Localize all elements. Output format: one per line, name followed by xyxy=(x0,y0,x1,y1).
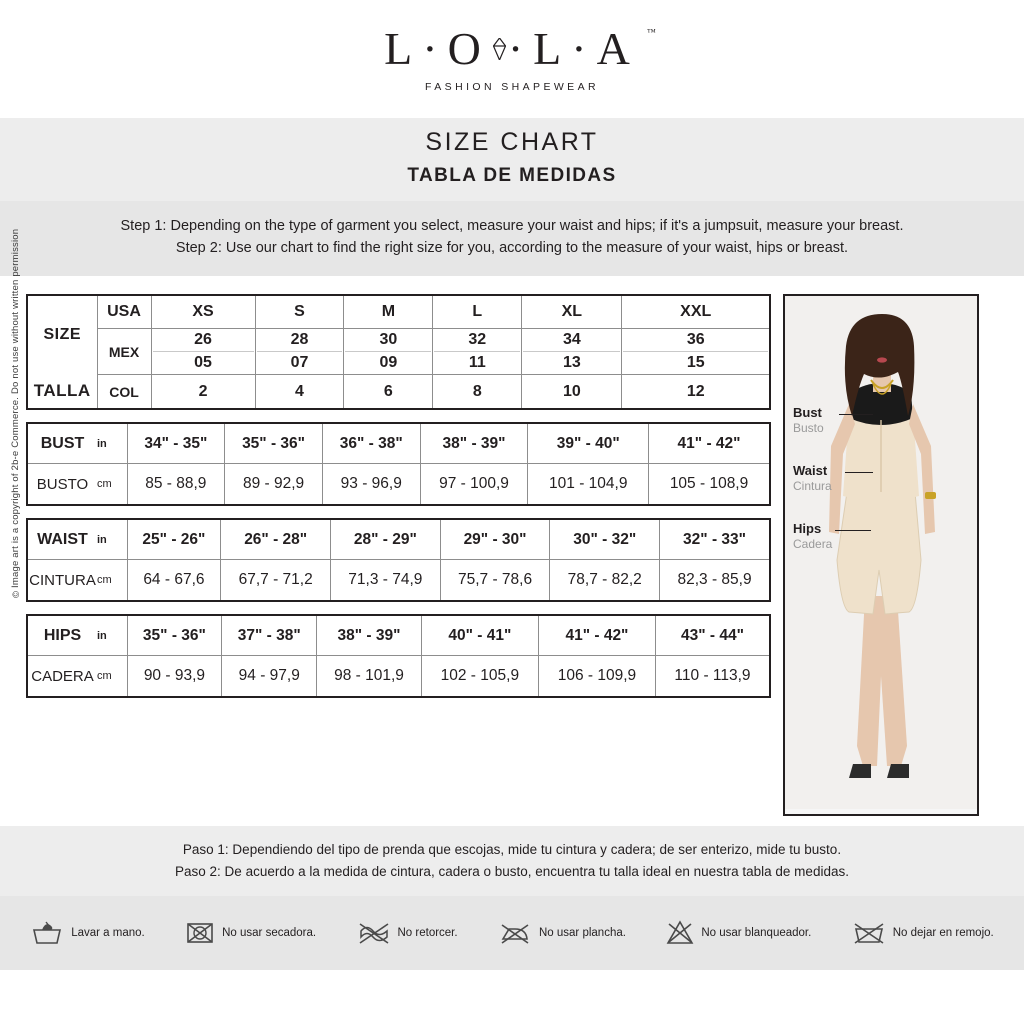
size-label-es: TALLA xyxy=(27,375,97,409)
hips-cm-5: 110 - 113,9 xyxy=(655,656,770,697)
size-table xyxy=(26,294,771,410)
bust-in-0: 34" - 35" xyxy=(127,423,225,464)
system-col: COL xyxy=(97,375,151,409)
bust-in-1: 35" - 36" xyxy=(225,423,323,464)
page-title-es: TABLA DE MEDIDAS xyxy=(407,165,617,186)
size-mex-bot-5: 15 xyxy=(686,354,705,372)
hips-unit-cm: cm xyxy=(97,656,127,697)
size-mex-bot-4: 13 xyxy=(562,354,581,372)
table-row xyxy=(27,615,770,656)
waist-unit-cm: cm xyxy=(97,560,127,601)
care-item-no-tumble-dry xyxy=(185,919,316,947)
size-mex-bot-2: 09 xyxy=(379,354,398,372)
waist-cm-5: 82,3 - 85,9 xyxy=(660,560,770,601)
care-item-no-soak xyxy=(852,920,994,946)
bust-in-4: 39" - 40" xyxy=(528,423,649,464)
bust-cm-0: 85 - 88,9 xyxy=(127,464,225,505)
callout-waist-es: Cintura xyxy=(793,478,832,493)
bust-cm-1: 89 - 92,9 xyxy=(225,464,323,505)
callout-waist xyxy=(793,464,832,494)
table-row xyxy=(27,464,770,505)
copyright-icon: © xyxy=(11,590,22,598)
model-photo xyxy=(783,294,979,816)
size-mex-0 xyxy=(151,329,255,375)
care-label-hand-wash: Lavar a mano. xyxy=(71,927,145,940)
system-usa: USA xyxy=(97,295,151,329)
size-mex-bot-0: 05 xyxy=(194,354,212,372)
care-label-no-wring: No retorcer. xyxy=(397,927,458,940)
brand-letter-o: O xyxy=(447,22,491,74)
care-label-no-iron: No usar plancha. xyxy=(538,927,626,940)
waist-unit-in: in xyxy=(97,519,127,560)
no-wring-icon xyxy=(357,919,391,947)
callout-bust xyxy=(793,406,824,436)
size-mex-top-4: 34 xyxy=(523,330,620,352)
bust-table xyxy=(26,422,771,506)
bust-label-es: BUSTO xyxy=(27,464,97,505)
care-label-no-tumble-dry: No usar secadora. xyxy=(222,927,317,940)
bust-cm-4: 101 - 104,9 xyxy=(528,464,649,505)
hips-cm-4: 106 - 109,9 xyxy=(538,656,655,697)
step-2-es: Paso 2: De acuerdo a la medida de cintura, cadera o busto, encuentra tu talla ideal en nuestra tabla de medidas. xyxy=(175,863,849,879)
copyright-notice xyxy=(10,78,21,598)
no-soak-icon xyxy=(852,920,886,946)
callout-waist-en: Waist xyxy=(793,462,828,478)
hips-cm-2: 98 - 101,9 xyxy=(317,656,422,697)
brand-header xyxy=(0,0,1024,118)
bust-cm-2: 93 - 96,9 xyxy=(322,464,420,505)
bust-cm-3: 97 - 100,9 xyxy=(420,464,528,505)
step-1-en: Step 1: Depending on the type of garment you select, measure your waist and hips; if it's a jumpsuit, measure your breast. xyxy=(120,218,904,234)
bust-label-en: BUST xyxy=(27,423,97,464)
system-mex: MEX xyxy=(97,329,151,375)
no-iron-icon xyxy=(498,920,532,946)
waist-in-2: 28" - 29" xyxy=(331,519,441,560)
hips-in-4: 41" - 42" xyxy=(538,615,655,656)
size-col-4: 10 xyxy=(522,375,622,409)
size-mex-top-1: 28 xyxy=(257,330,343,352)
size-mex-top-5: 36 xyxy=(623,330,768,352)
waist-in-4: 30" - 32" xyxy=(550,519,660,560)
size-col-2: 6 xyxy=(344,375,433,409)
size-mex-3 xyxy=(433,329,522,375)
size-col-5: 12 xyxy=(622,375,770,409)
waist-in-5: 32" - 33" xyxy=(660,519,770,560)
hips-in-2: 38" - 39" xyxy=(317,615,422,656)
instructions-en xyxy=(0,201,1024,276)
brand-wordmark xyxy=(384,22,656,74)
table-row xyxy=(27,560,770,601)
care-label-no-bleach: No usar blanqueador. xyxy=(701,927,812,940)
size-col-1: 4 xyxy=(255,375,344,409)
callout-bust-es: Busto xyxy=(793,420,824,435)
size-label-en: SIZE xyxy=(27,295,97,375)
brand-dot-3: · xyxy=(571,22,597,74)
waist-cm-3: 75,7 - 78,6 xyxy=(440,560,550,601)
size-usa-5: XXL xyxy=(622,295,770,329)
hand-wash-icon xyxy=(30,919,64,947)
size-usa-0: XS xyxy=(151,295,255,329)
bust-cm-5: 105 - 108,9 xyxy=(649,464,770,505)
size-mex-top-2: 30 xyxy=(345,330,431,352)
brand-letter-l1: L xyxy=(384,22,423,74)
brand-dot-2: · xyxy=(507,22,534,74)
waist-label-en: WAIST xyxy=(27,519,97,560)
instructions-es xyxy=(0,826,1024,896)
hips-label-es: CADERA xyxy=(27,656,97,697)
no-tumble-dry-icon xyxy=(185,919,215,947)
hips-in-1: 37" - 38" xyxy=(222,615,317,656)
brand-letter-a: A xyxy=(596,22,640,74)
bust-in-5: 41" - 42" xyxy=(649,423,770,464)
bust-unit-cm: cm xyxy=(97,464,127,505)
table-row xyxy=(27,519,770,560)
table-row xyxy=(27,656,770,697)
size-col-3: 8 xyxy=(433,375,522,409)
bust-unit-in: in xyxy=(97,423,127,464)
size-mex-1 xyxy=(255,329,344,375)
size-mex-4 xyxy=(522,329,622,375)
copyright-text: Image art is a copyright of 2b-e Commerce. Do not use without written permission xyxy=(10,228,21,588)
hips-table xyxy=(26,614,771,698)
size-col-0: 2 xyxy=(151,375,255,409)
hips-cm-3: 102 - 105,9 xyxy=(421,656,538,697)
waist-label-es: CINTURA xyxy=(27,560,97,601)
model-illustration xyxy=(785,296,977,809)
care-instructions xyxy=(0,896,1024,970)
step-1-es: Paso 1: Dependiendo del tipo de prenda que escojas, mide tu cintura y cadera; de ser enterizo, mide tu busto. xyxy=(182,841,842,857)
size-mex-top-0: 26 xyxy=(153,330,254,352)
size-mex-5 xyxy=(622,329,770,375)
callout-hips xyxy=(793,522,832,552)
size-usa-3: L xyxy=(433,295,522,329)
table-row xyxy=(27,423,770,464)
table-row xyxy=(27,329,770,375)
waist-in-3: 29" - 30" xyxy=(440,519,550,560)
size-mex-2 xyxy=(344,329,433,375)
hips-in-0: 35" - 36" xyxy=(127,615,222,656)
table-row xyxy=(27,295,770,329)
trademark-symbol: ™ xyxy=(647,26,656,37)
callout-hips-es: Cadera xyxy=(793,536,833,551)
care-item-no-iron xyxy=(498,920,626,946)
callout-bust-en: Bust xyxy=(793,404,822,420)
size-mex-bot-1: 07 xyxy=(290,354,309,372)
size-usa-1: S xyxy=(255,295,344,329)
care-item-no-bleach xyxy=(666,919,811,947)
callout-hips-en: Hips xyxy=(793,520,822,536)
waist-in-0: 25" - 26" xyxy=(127,519,221,560)
no-bleach-icon xyxy=(666,919,694,947)
size-mex-bot-3: 11 xyxy=(468,354,486,372)
waist-cm-1: 67,7 - 71,2 xyxy=(221,560,331,601)
care-item-no-wring xyxy=(357,919,458,947)
waist-cm-2: 71,3 - 74,9 xyxy=(331,560,441,601)
tables-column xyxy=(26,294,771,816)
waist-cm-4: 78,7 - 82,2 xyxy=(550,560,660,601)
brand-dot-1: · xyxy=(422,22,448,74)
waist-in-1: 26" - 28" xyxy=(221,519,331,560)
step-2-en: Step 2: Use our chart to find the right size for you, according to the measure of your waist, hips or breast. xyxy=(175,240,849,257)
title-band xyxy=(0,118,1024,201)
size-usa-2: M xyxy=(344,295,433,329)
hips-unit-in: in xyxy=(97,615,127,656)
hips-in-3: 40" - 41" xyxy=(421,615,538,656)
diamond-icon xyxy=(493,38,506,51)
bust-in-2: 36" - 38" xyxy=(322,423,420,464)
size-mex-top-3: 32 xyxy=(434,330,520,352)
care-item-hand-wash xyxy=(30,919,145,947)
hips-cm-0: 90 - 93,9 xyxy=(127,656,222,697)
waist-table xyxy=(26,518,771,602)
waist-cm-0: 64 - 67,6 xyxy=(127,560,221,601)
bust-in-3: 38" - 39" xyxy=(420,423,528,464)
size-usa-4: XL xyxy=(522,295,622,329)
hips-in-5: 43" - 44" xyxy=(655,615,770,656)
brand-tagline: FASHION SHAPEWEAR xyxy=(425,80,599,93)
care-label-no-soak: No dejar en remojo. xyxy=(892,927,994,940)
brand-letter-l2: L xyxy=(533,22,572,74)
table-row xyxy=(27,375,770,409)
hips-label-en: HIPS xyxy=(27,615,97,656)
page-title-en: SIZE CHART xyxy=(425,128,599,156)
hips-cm-1: 94 - 97,9 xyxy=(222,656,317,697)
